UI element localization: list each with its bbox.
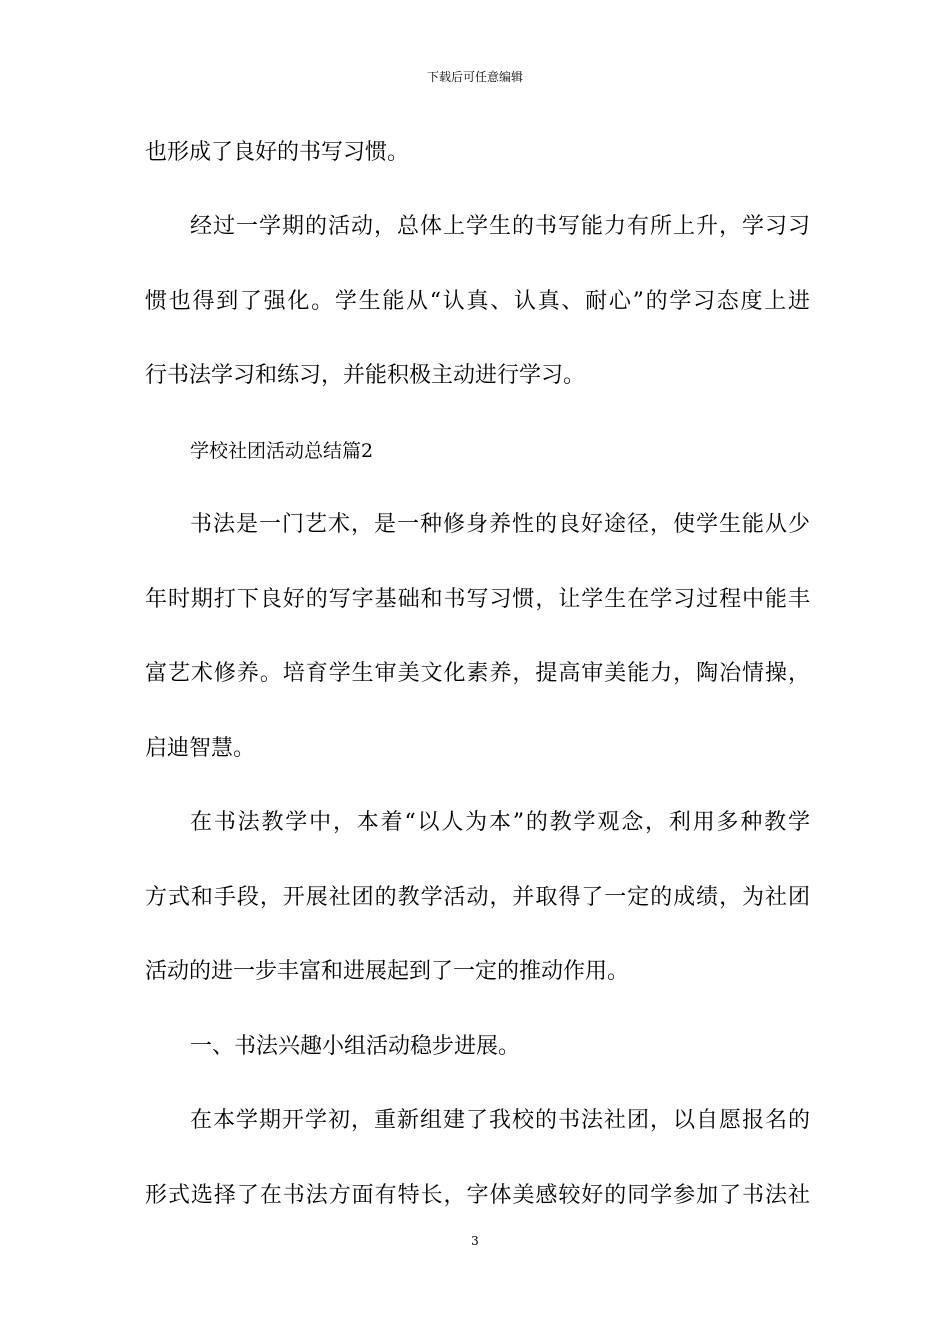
text-line: 行书法学习和练习，并能积极主动进行学习。	[145, 363, 586, 388]
text-line: 方式和手段，开展社团的教学活动，并取得了一定的成绩，为社团	[145, 885, 810, 910]
text-line: 书法是一门艺术，是一种修身养性的良好途径，使学生能从少	[190, 512, 810, 537]
text-line: 在本学期开学初，重新组建了我校的书法社团，以自愿报名的	[190, 1108, 810, 1133]
text-line: 富艺术修养。培育学生审美文化素养，提高审美能力，陶冶情操，	[145, 661, 810, 686]
text-line: 活动的进一步丰富和进展起到了一定的推动作用。	[145, 959, 630, 984]
text-line: 在书法教学中，本着“以人为本”的教学观念，利用多种教学	[190, 810, 810, 835]
text-line: 形式选择了在书法方面有特长，字体美感较好的同学参加了书法社	[145, 1183, 810, 1208]
text-line: 一、书法兴趣小组活动稳步进展。	[190, 1034, 521, 1059]
text-line: 启迪智慧。	[145, 736, 256, 761]
text-line: 经过一学期的活动，总体上学生的书写能力有所上升，学习习	[190, 214, 810, 239]
text-line: 年时期打下良好的写字基础和书写习惯，让学生在学习过程中能丰	[145, 587, 810, 612]
text-line: 也形成了良好的书写习惯。	[145, 140, 410, 165]
text-line: 惯也得到了强化。学生能从“认真、认真、耐心”的学习态度上进	[145, 289, 810, 314]
page-header: 下载后可任意编辑	[426, 70, 523, 84]
page-number: 3	[471, 1234, 479, 1248]
section-heading: 学校社团活动总结篇2	[190, 440, 374, 462]
